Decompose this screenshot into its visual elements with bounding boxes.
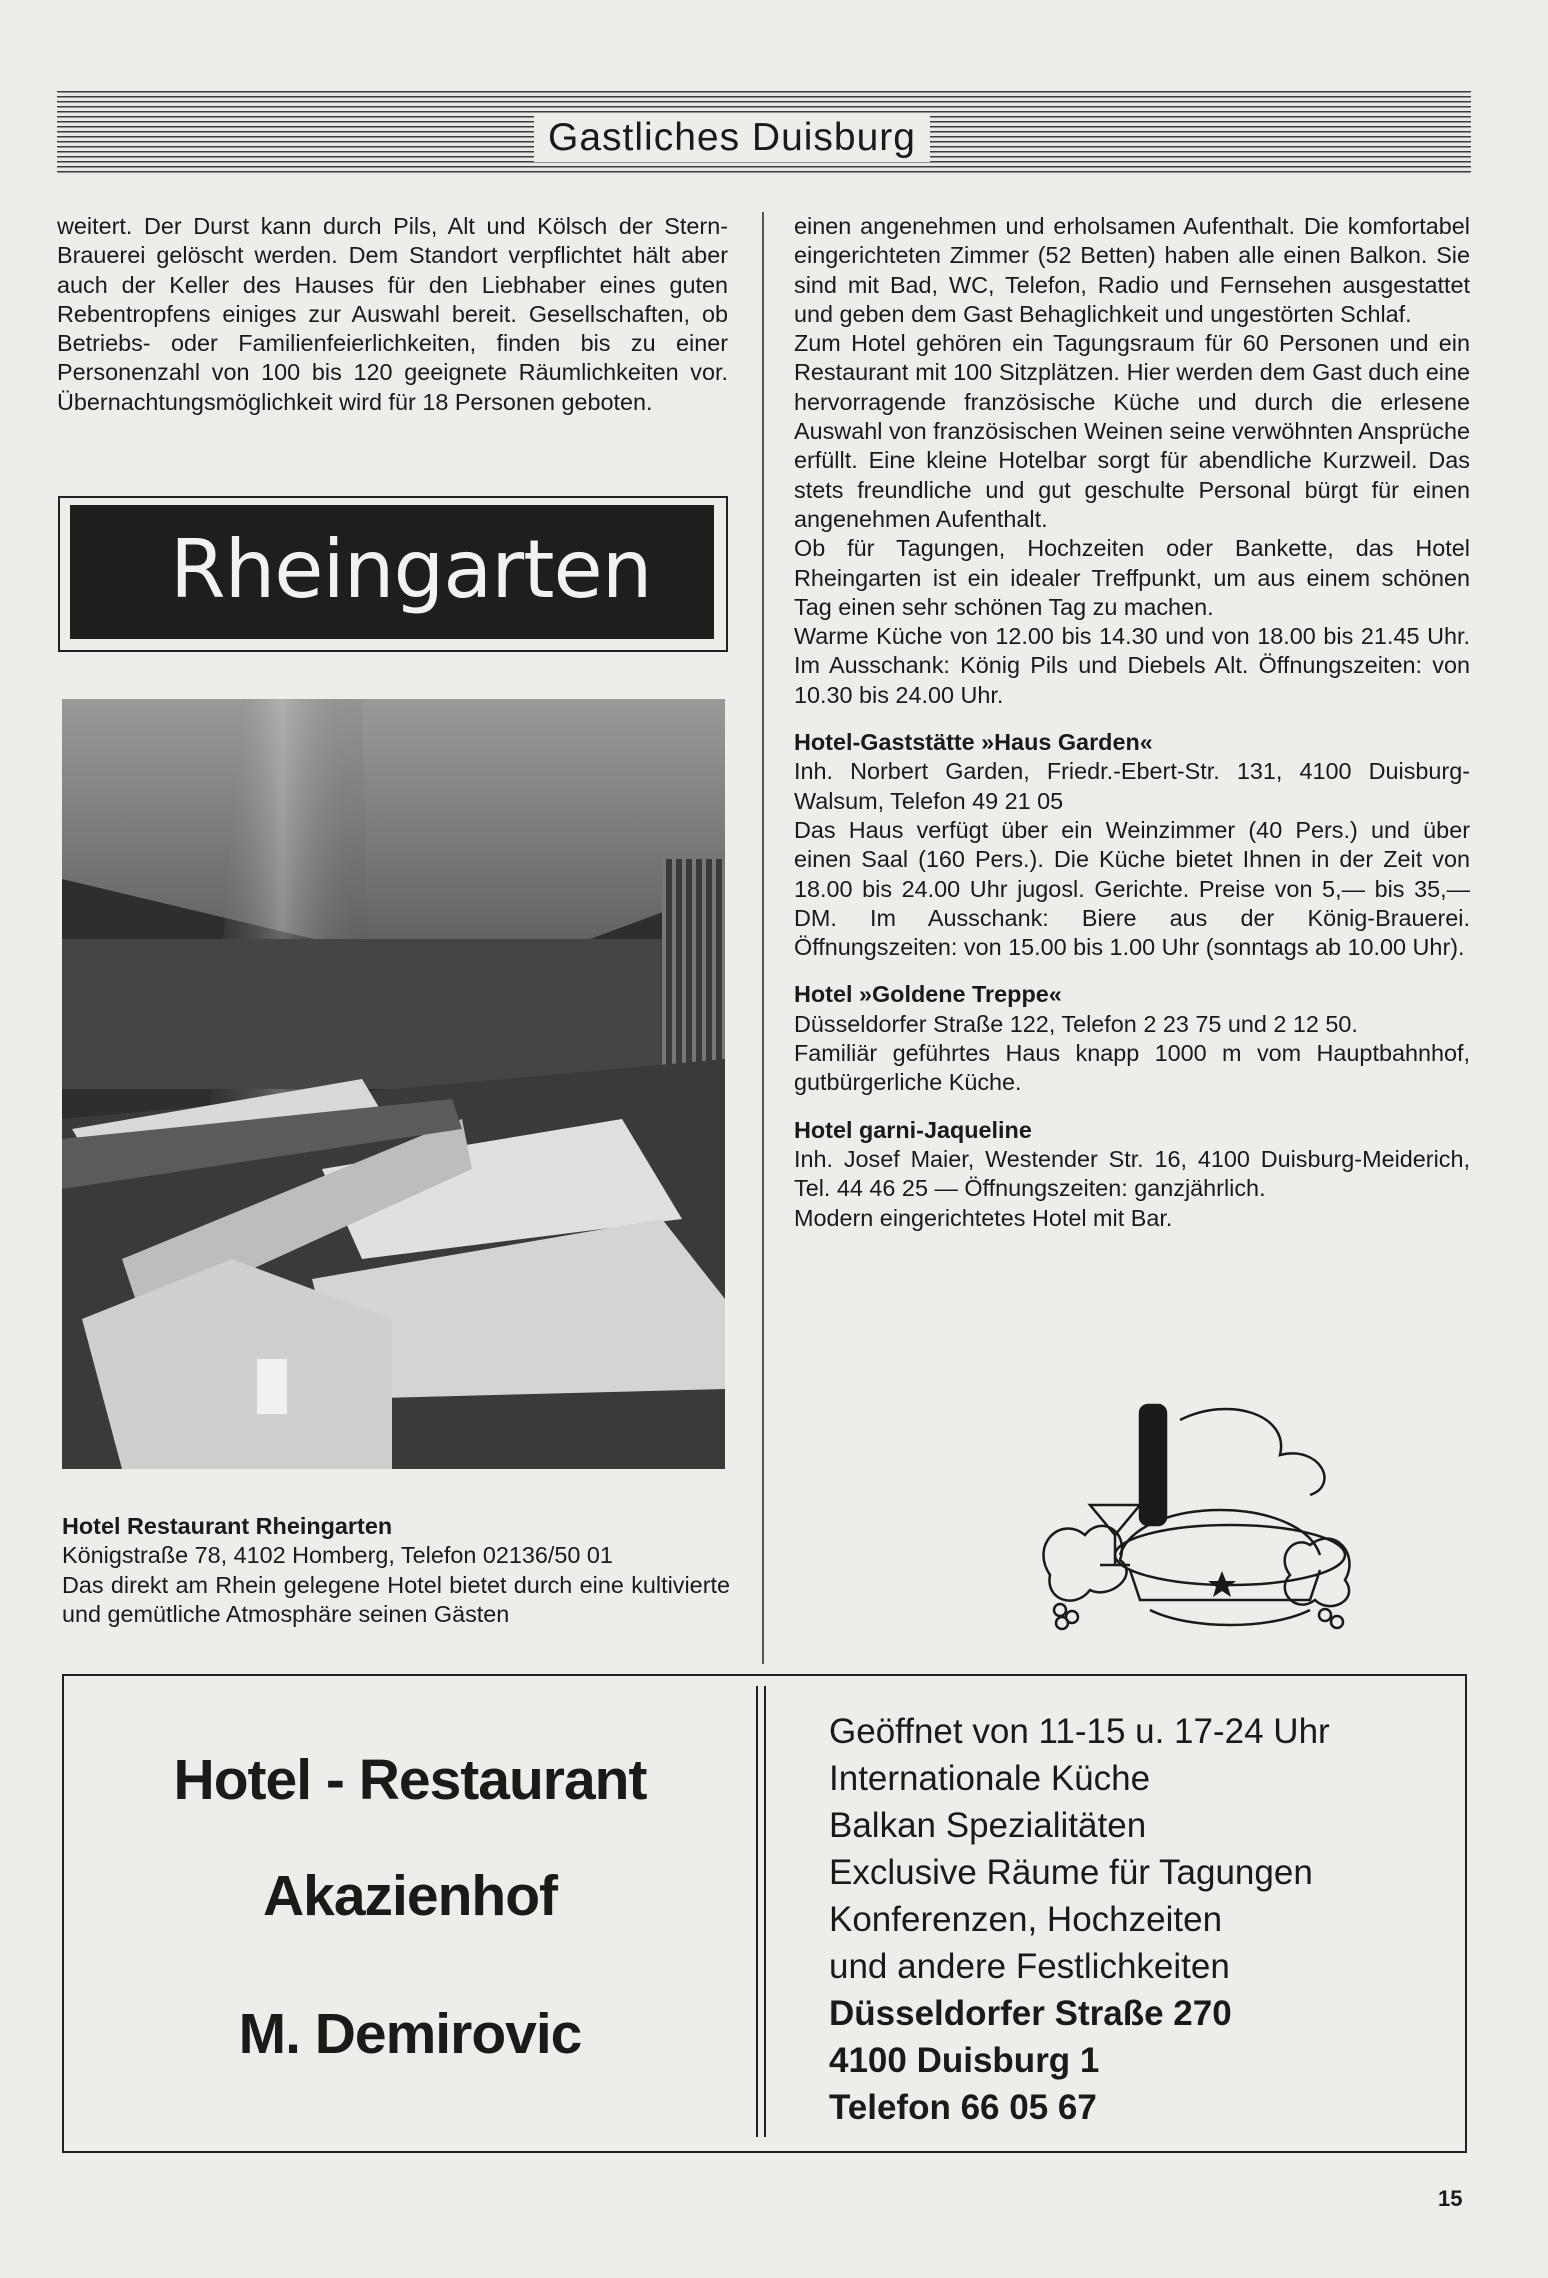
left-column-intro <box>57 212 728 417</box>
ad-specialities: Balkan Spezialitäten <box>829 1806 1147 1845</box>
ad-details <box>829 1708 1449 2131</box>
listing-text: Familiär geführtes Haus knapp 1000 m vom Hauptbahnhof, gutbürgerliche Küche. <box>794 1040 1470 1096</box>
ad-divider <box>756 1686 758 2137</box>
listing-text: Das Haus verfügt über ein Weinzimmer (40 Pers.) und über einen Saal (160 Pers.). Die Küche bietet Ihnen in der Zeit von 18.00 bis 24.00 Uhr jugosl. Gerichte. Preise von 5,— bis 35,— DM. Im Ausschank: Biere aus der König-Brauerei. Öffnungszeiten: von 15.00 bis 1.00 Uhr (sonntags ab 10.00 Uhr). <box>794 816 1470 961</box>
caption-heading: Hotel Restaurant Rheingarten <box>62 1513 393 1539</box>
hotel-facilities-paragraph: Zum Hotel gehören ein Tagungsraum für 60 Personen und ein Restaurant mit 100 Sitzplätzen. Hier werden dem Gast duch eine hervorragende französische Küche und durch die erlesene Auswahl von französischen Weinen seine verwöhnten Ansprüche erfüllt. Eine kleine Hotelbar sorgt für abendliche Kurzweil. Das stets freundliche und gut geschulte Personal bürgt für einen angenehmen Aufenthalt. <box>794 330 1470 532</box>
rheingarten-logo-text: Rheingarten <box>170 523 652 616</box>
listing-haus-garden <box>794 728 1470 962</box>
ad-title-owner: M. Demirovic <box>238 2002 582 2066</box>
ad-events: Konferenzen, Hochzeiten <box>829 1900 1223 1939</box>
listing-heading: Hotel garni-Jaqueline <box>794 1116 1032 1143</box>
ad-phone: Telefon 66 05 67 <box>829 2088 1097 2127</box>
champagne-dish-illustration <box>990 1395 1370 1635</box>
column-divider <box>762 212 764 1664</box>
right-column <box>794 212 1470 1233</box>
ad-city: 4100 Duisburg 1 <box>829 2041 1100 2080</box>
listing-text: Modern eingerichtetes Hotel mit Bar. <box>794 1204 1173 1231</box>
continuation-paragraph: einen angenehmen und erholsamen Aufenthalt. Die komfortabel eingerichteten Zimmer (52 Betten) haben alle einen Balkon. Sie sind mit Bad, WC, Telefon, Radio und Fernsehen ausgestattet und geben dem Gast Behaglichkeit und ungestörten Schlaf. <box>794 213 1470 327</box>
ad-festivities: und andere Festlichkeiten <box>829 1947 1230 1986</box>
caption-text: Das direkt am Rhein gelegene Hotel bietet durch eine kultivierte und gemütliche Atmosphäre seinen Gästen <box>62 1571 730 1627</box>
ad-title-akazienhof: Akazienhof <box>262 1864 558 1928</box>
page-number: 15 <box>1438 2186 1463 2211</box>
ad-rooms: Exclusive Räume für Tagungen <box>829 1853 1313 1892</box>
section-title: Gastliches Duisburg <box>534 114 930 162</box>
listing-garni-jaqueline <box>794 1116 1470 1233</box>
ad-opening-hours: Geöffnet von 11-15 u. 17-24 Uhr <box>829 1712 1330 1751</box>
rheingarten-caption <box>62 1512 730 1629</box>
ad-street: Düsseldorfer Straße 270 <box>829 1994 1232 2033</box>
ad-cuisine: Internationale Küche <box>829 1759 1151 1798</box>
hotel-events-paragraph: Ob für Tagungen, Hochzeiten oder Bankette, das Hotel Rheingarten ist ein idealer Treffpunkt, um aus einem schönen Tag einen sehr schönen Tag zu machen. <box>794 535 1470 620</box>
caption-address: Königstraße 78, 4102 Homberg, Telefon 02136/50 01 <box>62 1542 613 1569</box>
listing-goldene-treppe <box>794 980 1470 1097</box>
listing-heading: Hotel »Goldene Treppe« <box>794 981 1062 1008</box>
intro-paragraph: weitert. Der Durst kann durch Pils, Alt und Kölsch der Stern-Brauerei gelöscht werden. Dem Standort verpflichtet hält aber auch der Keller des Hauses für den Liebhaber eines guten Rebentropfens einiges zur Auswahl bereit. Gesellschaften, ob Betriebs- oder Familienfeierlichkeiten, finden bis zu einer Personenzahl von 100 bis 120 geeignete Räumlichkeiten vor. Übernachtungsmöglichkeit wird für 18 Personen geboten. <box>57 213 728 415</box>
listing-address: Inh. Norbert Garden, Friedr.-Ebert-Str. 131, 4100 Duisburg-Walsum, Telefon 49 21 05 <box>794 758 1470 814</box>
restaurant-photo <box>62 699 725 1469</box>
ad-divider <box>764 1686 766 2137</box>
listing-heading: Hotel-Gaststätte »Haus Garden« <box>794 729 1153 756</box>
hotel-hours-paragraph: Warme Küche von 12.00 bis 14.30 und von 18.00 bis 21.45 Uhr. Im Ausschank: König Pils und Diebels Alt. Öffnungszeiten: von 10.30 bis 24.00 Uhr. <box>794 623 1470 708</box>
listing-address: Inh. Josef Maier, Westender Str. 16, 4100 Duisburg-Meiderich, Tel. 44 46 25 — Öffnungszeiten: ganzjährlich. <box>794 1145 1470 1202</box>
listing-address: Düsseldorfer Straße 122, Telefon 2 23 75 und 2 12 50. <box>794 1010 1358 1037</box>
ad-title-hotel-restaurant: Hotel - Restaurant <box>173 1748 647 1812</box>
